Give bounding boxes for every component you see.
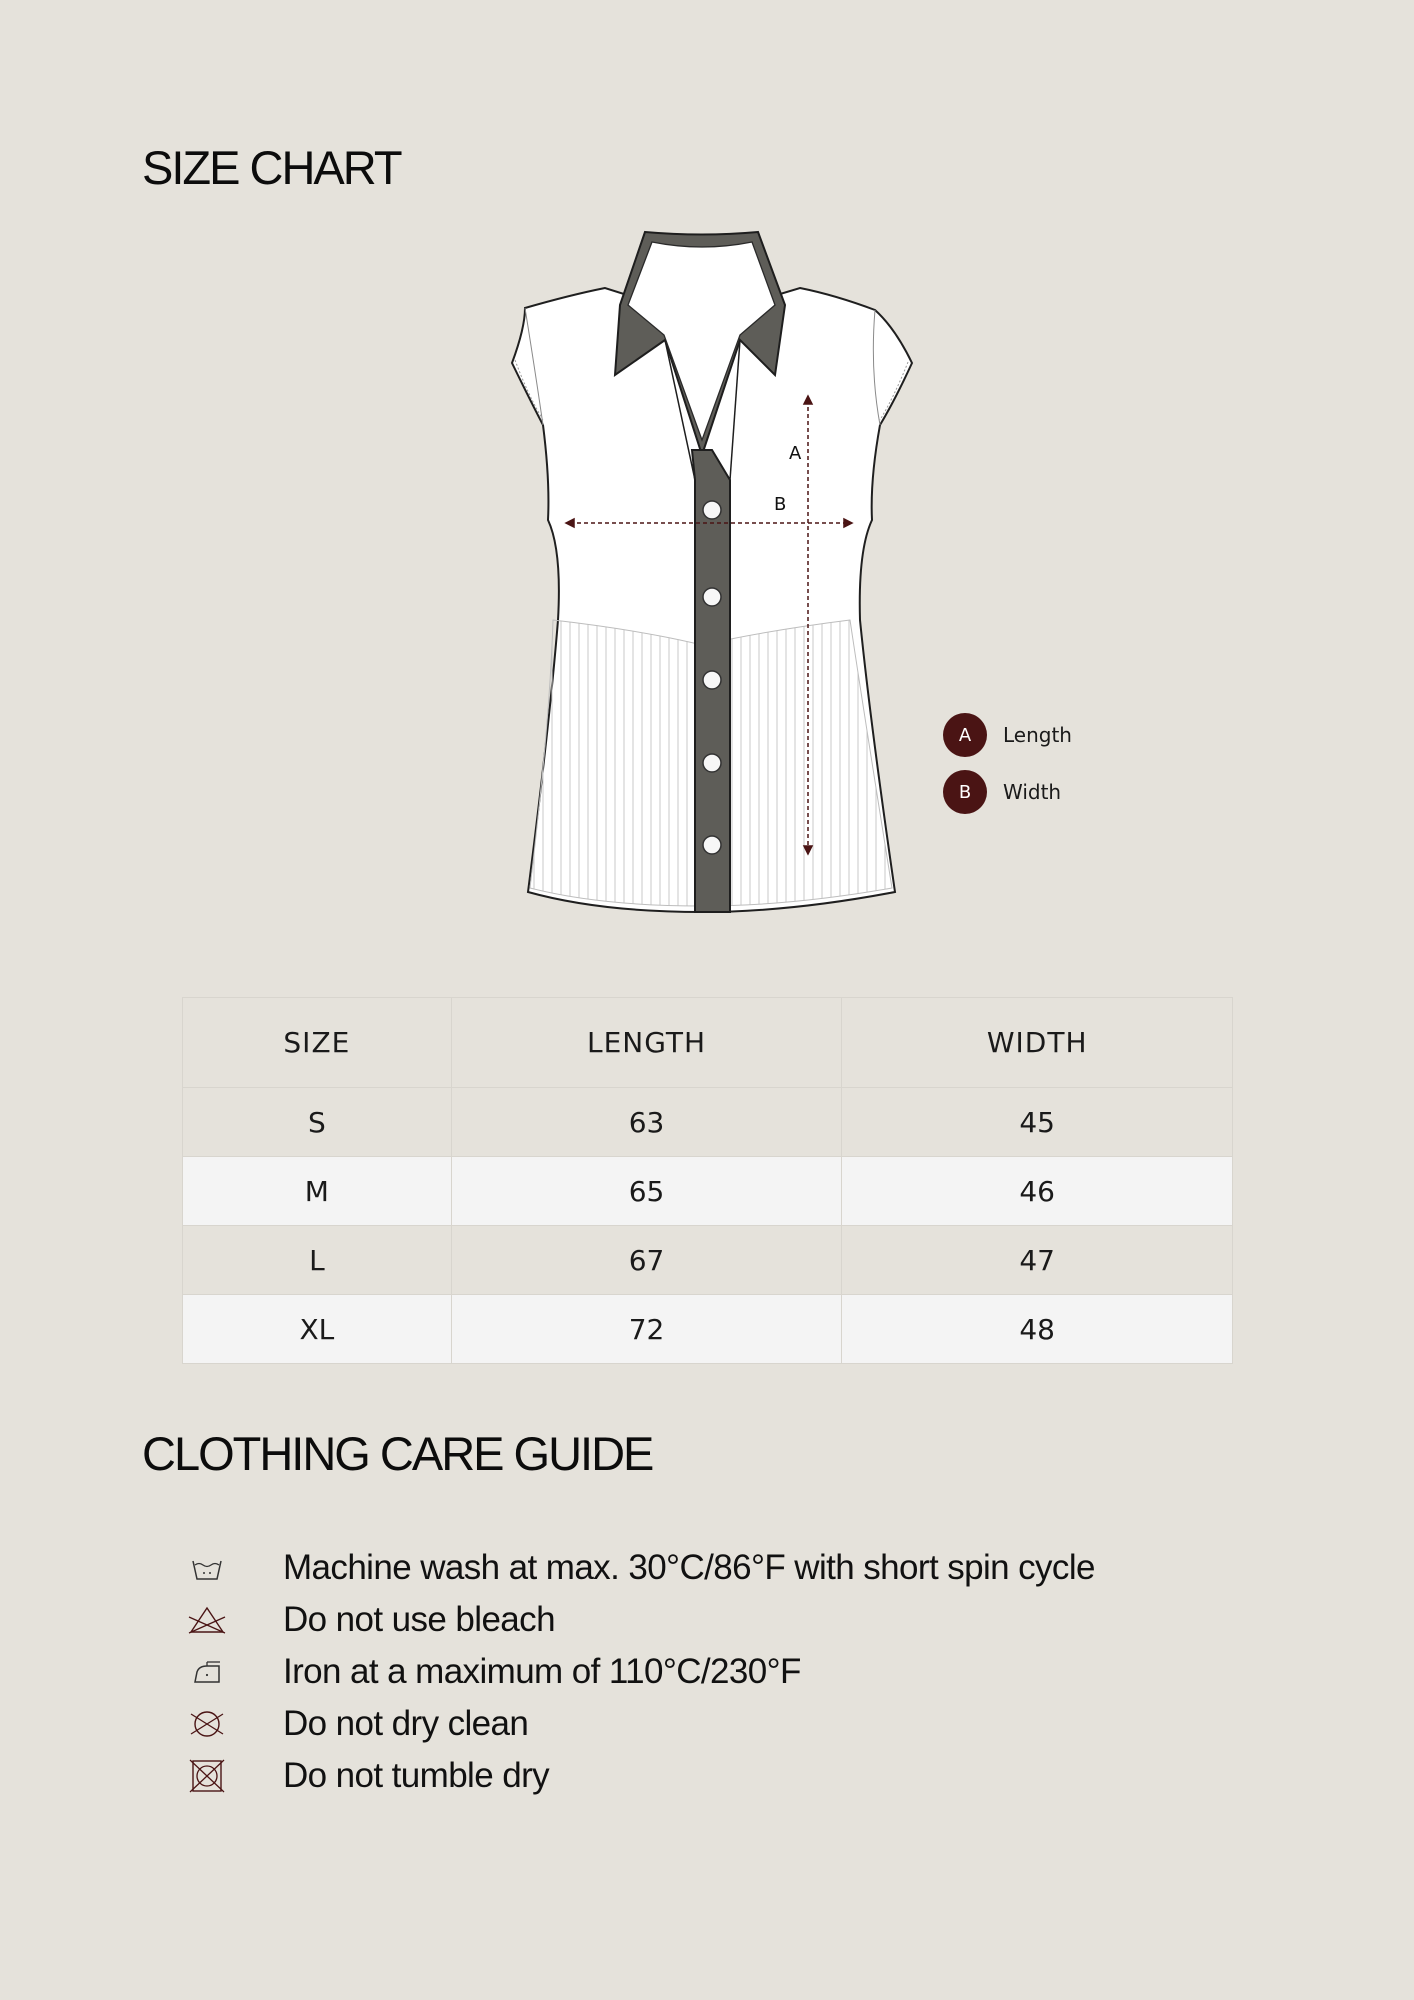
legend-badge-b: B <box>943 770 987 814</box>
cell-length: 63 <box>451 1088 842 1157</box>
care-item <box>182 1698 529 1750</box>
iron-low-icon <box>182 1649 232 1695</box>
care-item <box>182 1646 801 1698</box>
cell-size: XL <box>183 1295 452 1364</box>
table-row <box>183 1157 1233 1226</box>
label-b: B <box>774 494 787 515</box>
cell-length: 65 <box>451 1157 842 1226</box>
legend-label-length: Length <box>1003 723 1072 747</box>
cell-width: 47 <box>842 1226 1233 1295</box>
no-bleach-icon <box>182 1597 232 1643</box>
legend-label-width: Width <box>1003 780 1062 804</box>
cell-length: 72 <box>451 1295 842 1364</box>
care-list <box>182 1542 1095 1802</box>
no-dry-clean-icon <box>182 1701 232 1747</box>
cell-length: 67 <box>451 1226 842 1295</box>
care-text: Iron at a maximum of 110°C/230°F <box>283 1652 801 1691</box>
care-guide-title: CLOTHING CARE GUIDE <box>142 1427 653 1480</box>
cell-size: M <box>183 1157 452 1226</box>
table-header-row <box>183 998 1233 1088</box>
care-text: Machine wash at max. 30°C/86°F with short spin cycle <box>283 1548 1095 1587</box>
shirt-diagram <box>440 220 980 920</box>
legend-badge-a: A <box>943 713 987 757</box>
care-text: Do not tumble dry <box>283 1756 550 1795</box>
cell-width: 46 <box>842 1157 1233 1226</box>
care-text: Do not dry clean <box>283 1704 529 1743</box>
cell-size: L <box>183 1226 452 1295</box>
table-row <box>183 1088 1233 1157</box>
cell-size: S <box>183 1088 452 1157</box>
care-item <box>182 1542 1095 1594</box>
size-chart-title: SIZE CHART <box>142 141 401 194</box>
header-width: WIDTH <box>842 998 1233 1088</box>
care-item <box>182 1750 550 1802</box>
care-item <box>182 1594 555 1646</box>
label-a: A <box>789 443 802 464</box>
no-tumble-dry-icon <box>182 1753 232 1799</box>
legend-width <box>943 770 1061 814</box>
header-size: SIZE <box>183 998 452 1088</box>
table-row <box>183 1295 1233 1364</box>
size-table <box>182 997 1233 1364</box>
legend-length <box>943 713 1072 757</box>
header-length: LENGTH <box>451 998 842 1088</box>
cell-width: 45 <box>842 1088 1233 1157</box>
machine-wash-30-icon <box>182 1545 232 1591</box>
care-text: Do not use bleach <box>283 1600 555 1639</box>
cell-width: 48 <box>842 1295 1233 1364</box>
table-row <box>183 1226 1233 1295</box>
